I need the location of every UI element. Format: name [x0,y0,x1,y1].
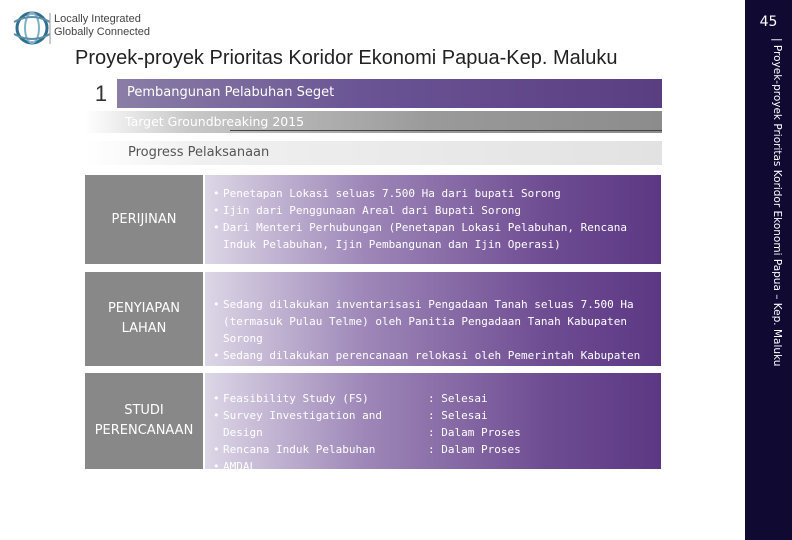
page-number: 45 [759,14,778,30]
target-underline [230,130,662,131]
logo-line-1: Locally Integrated [54,13,141,25]
status-item: : Selesai [428,392,488,405]
project-number: 1 [85,79,117,108]
list-item: • Sedang dilakukan perencanaan relokasi oleh Pemerintah Kabupaten [213,347,653,381]
list-item: • AMDAL [213,458,423,475]
list-item: • Dari Menteri Perhubungan (Penetapan Lokasi Pelabuhan, Rencana Induk Pelabuhan, Ijin Pembangunan dan Ijin Operasi) [213,219,643,253]
list-item: • Sedang dilakukan inventarisasi Pengadaan Tanah seluas 7.500 Ha (termasuk Pulau Telme) oleh Panitia Pengadaan Tanah Kabupaten Sorong [213,296,653,347]
sidebar-label: | Proyek-proyek Prioritas Koridor Ekonomi Papua – Kep. Maluku [771,38,783,367]
list-item: • Feasibility Study (FS) [213,390,423,407]
target-text: Target Groundbreaking 2015 [125,114,305,129]
list-item: • Penetapan Lokasi seluas 7.500 Ha dari bupati Sorong [213,185,643,202]
status-item: : Dalam Proses [428,426,521,439]
status-list [428,390,521,458]
status-item: : Selesai [428,409,488,422]
progress-heading: Progress Pelaksanaan [128,145,270,160]
sidebar-label-wrap [769,38,783,367]
list-item: • Rencana Induk Pelabuhan [213,441,423,458]
category-studi-perencanaan: STUDI PERENCANAAN [85,373,203,469]
list-item: • Ijin dari Penggunaan Areal dari Bupati Sorong [213,202,643,219]
list-studi-perencanaan [213,390,423,475]
category-perijinan: PERIJINAN [85,175,203,264]
logo-line-2: Globally Connected [54,26,151,38]
logo-text [54,13,150,39]
list-penyiapan-lahan [213,296,653,381]
list-perijinan [213,185,643,253]
list-item: • Survey Investigation and Design [213,407,423,441]
status-item: : Dalam Proses [428,443,521,456]
page-title: Proyek-proyek Prioritas Koridor Ekonomi Papua-Kep. Maluku [75,47,618,69]
category-penyiapan-lahan: PENYIAPAN LAHAN [85,272,203,366]
project-title: Pembangunan Pelabuhan Seget [127,85,335,100]
